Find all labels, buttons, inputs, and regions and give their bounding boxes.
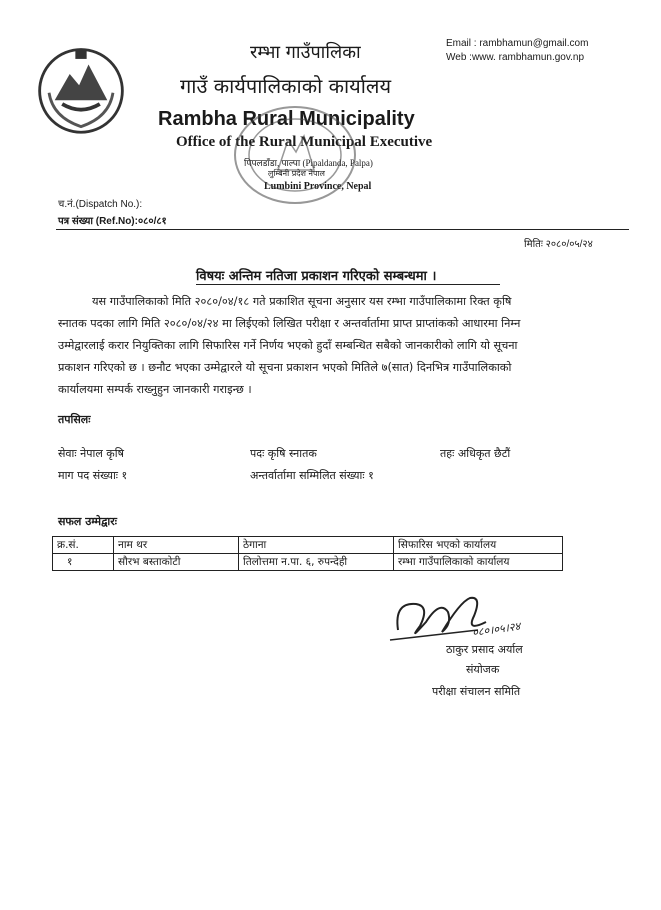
results-heading: सफल उम्मेद्वारः (58, 515, 117, 528)
municipality-name-nepali: रम्भा गाउँपालिका (250, 42, 361, 63)
demand-count-field: माग पद संख्याः १ (58, 469, 128, 482)
body-line: उम्मेद्वारलाई करार नियुक्तिका लागि सिफारिस गर्ने निर्णय भएको हुदाँ सम्बन्धित सबैको जानकारीको लागि यो सूचना (58, 339, 518, 352)
post-field: पदः कृषि स्नातक (250, 447, 317, 460)
email-text: Email : rambhamun@gmail.com (446, 38, 589, 49)
interview-count-field: अन्तर्वार्तामा सम्मिलित संख्याः १ (250, 469, 374, 482)
website-text: Web :www. rambhamun.gov.np (446, 52, 585, 63)
level-field: तहः अधिकृत छैटौं (440, 447, 511, 460)
table-row (53, 554, 563, 571)
body-line: स्नातक पदका लागि मिति २०८०/०४/२४ मा लिईएको लिखित परीक्षा र अन्तर्वार्तामा प्राप्त प्राप्तांकको आधारमा निम्न (58, 317, 521, 330)
column-header: ठेगाना (239, 537, 394, 554)
committee-name: परीक्षा संचालन समिति (432, 685, 521, 698)
results-table (52, 536, 563, 571)
reference-number: पत्र संख्या (Ref.No):०८०/८१ (58, 216, 167, 227)
table-cell: सौरभ बस्ताकोटी (114, 554, 239, 571)
table-cell: रम्भा गाउँपालिकाको कार्यालय (394, 554, 563, 571)
body-line: कार्यालयमा सम्पर्क राख्नुहुन जानकारी गराइन्छ । (58, 383, 252, 396)
letter-date: मितिः २०८०/०५/२४ (524, 239, 593, 250)
nepal-emblem-icon (34, 42, 128, 136)
table-header-row (53, 537, 563, 554)
office-stamp-icon (230, 100, 360, 210)
header-divider (56, 229, 629, 230)
body-line: यस गाउँपालिकाको मिति २०८०/०४/१८ गते प्रकाशित सूचना अनुसार यस रम्भा गाउँपालिकामा रिक्त कृषि (92, 295, 512, 308)
address-line: पिपलडाँडा, पाल्पा (Pipaldanda, Palpa) (244, 158, 373, 168)
dispatch-number-label: च.नं.(Dispatch No.): (58, 199, 143, 210)
service-field: सेवाः नेपाल कृषि (58, 447, 124, 460)
signatory-name: ठाकुर प्रसाद अर्याल (446, 643, 523, 656)
body-line: प्रकाशन गरिएको छ । छनौट भएका उम्मेद्वारले यो सूचना प्रकाशन भएको मितिले ७(सात) दिनभित्र गाउँपालिकाको (58, 361, 512, 374)
details-heading: तपसिलः (58, 413, 91, 426)
address-line-nepali: लुम्बिनी प्रदेश नेपाल (268, 169, 325, 178)
subject-underline (196, 284, 500, 285)
handwritten-signature-icon (386, 582, 536, 648)
column-header: क्र.सं. (53, 537, 114, 554)
subject-line: विषयः अन्तिम नतिजा प्रकाशन गरिएको सम्बन्धमा । (196, 269, 437, 284)
municipality-name-english: Rambha Rural Municipality (158, 108, 415, 130)
table-cell: १ (53, 554, 114, 571)
column-header: नाम थर (114, 537, 239, 554)
province-line: Lumbini Province, Nepal (264, 181, 372, 192)
office-name-nepali: गाउँ कार्यपालिकाको कार्यालय (180, 74, 392, 98)
signatory-role: संयोजक (466, 663, 500, 676)
column-header: सिफारिस भएको कार्यालय (394, 537, 563, 554)
handwritten-date: ०८०।०५।२४ (471, 619, 522, 640)
table-cell: तिलोत्तमा न.पा. ६, रुपन्देही (239, 554, 394, 571)
office-name-english: Office of the Rural Municipal Executive (176, 134, 433, 150)
